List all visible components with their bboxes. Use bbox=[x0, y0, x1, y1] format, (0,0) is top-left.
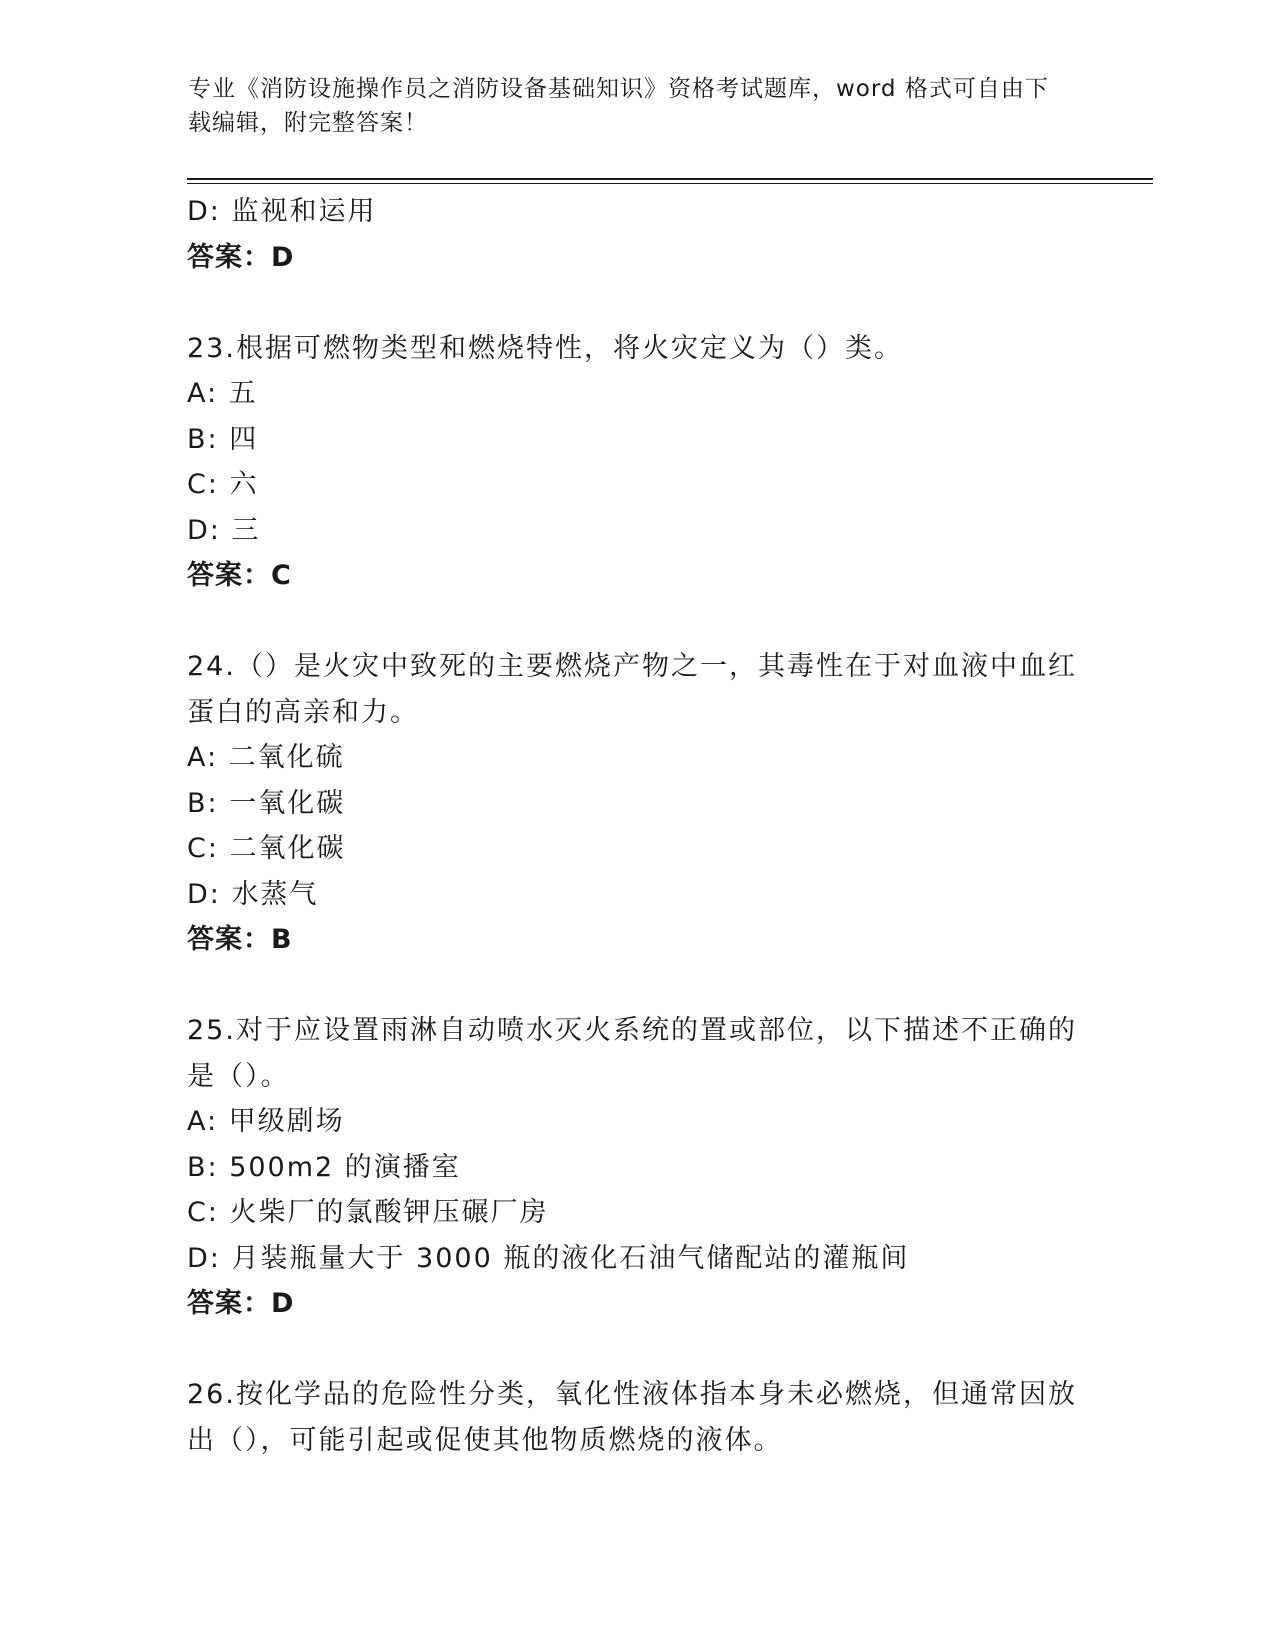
document-header bbox=[188, 72, 1068, 140]
answer-line: 答案：B bbox=[187, 924, 293, 955]
option-c: C: 六 bbox=[187, 469, 259, 500]
spacer bbox=[187, 280, 1087, 326]
question-25 bbox=[187, 1008, 1087, 1327]
option-d: D: 三 bbox=[187, 514, 261, 546]
question-text-line-1: 26.按化学品的危险性分类，氧化性液体指本身未必燃烧，但通常因放 bbox=[187, 1379, 1077, 1410]
option-d: D: 监视和运用 bbox=[187, 196, 377, 227]
question-text-line-1: 25.对于应设置雨淋自动喷水灭火系统的置或部位，以下描述不正确的 bbox=[187, 1015, 1077, 1046]
option-d: D: 月装瓶量大于 3000 瓶的液化石油气储配站的灌瓶间 bbox=[187, 1242, 910, 1274]
question-26 bbox=[187, 1372, 1087, 1463]
answer-line: 答案：D bbox=[187, 1288, 295, 1319]
spacer bbox=[187, 1327, 1087, 1373]
question-22-tail bbox=[187, 189, 1087, 280]
option-c: C: 火柴厂的氯酸钾压碾厂房 bbox=[187, 1197, 549, 1228]
question-text: 23.根据可燃物类型和燃烧特性，将火灾定义为（）类。 bbox=[187, 332, 903, 364]
header-line-2: 载编辑，附完整答案！ bbox=[188, 110, 428, 136]
header-divider-thin bbox=[187, 183, 1153, 184]
option-b: B: 四 bbox=[187, 423, 259, 455]
option-b: B: 500m2 的演播室 bbox=[187, 1151, 461, 1183]
question-text-line-2: 出（），可能引起或促使其他物质燃烧的液体。 bbox=[187, 1424, 783, 1456]
option-d: D: 水蒸气 bbox=[187, 878, 319, 910]
option-b: B: 一氧化碳 bbox=[187, 787, 346, 819]
answer-line: 答案：C bbox=[187, 560, 292, 591]
question-23 bbox=[187, 326, 1087, 599]
question-text-line-2: 蛋白的高亲和力。 bbox=[187, 696, 419, 728]
option-a: A: 二氧化硫 bbox=[187, 742, 345, 773]
option-c: C: 二氧化碳 bbox=[187, 833, 346, 864]
option-a: A: 甲级剧场 bbox=[187, 1106, 345, 1137]
question-text-line-1: 24.（）是火灾中致死的主要燃烧产物之一，其毒性在于对血液中血红 bbox=[187, 651, 1077, 682]
header-line-1: 专业《消防设施操作员之消防设备基础知识》资格考试题库，word 格式可自由下 bbox=[188, 76, 1049, 102]
option-a: A: 五 bbox=[187, 378, 258, 409]
spacer bbox=[187, 963, 1087, 1009]
answer-line: 答案：D bbox=[187, 241, 295, 273]
question-text-line-2: 是（）。 bbox=[187, 1060, 290, 1092]
spacer bbox=[187, 599, 1087, 645]
question-24 bbox=[187, 644, 1087, 963]
header-divider-thick bbox=[187, 178, 1153, 180]
question-list bbox=[187, 189, 1087, 1463]
